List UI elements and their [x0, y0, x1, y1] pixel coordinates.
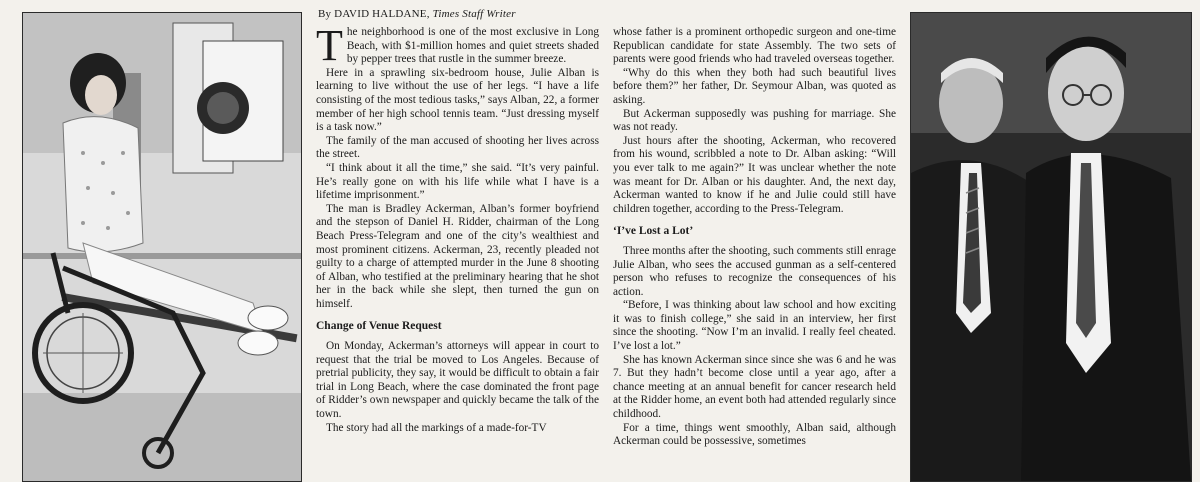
- article: [316, 8, 896, 480]
- byline: [318, 8, 896, 20]
- paragraph: Three months after the shooting, such comments still enrage Julie Alban, who sees the accused gunman as a self-centered person who refuses to recognize the consequences of his action.: [613, 244, 896, 298]
- paragraph: The man is Bradley Ackerman, Alban’s former boyfriend and the stepson of Daniel H. Ridder, chairman of the Long Beach Press-Telegram and one of the city’s wealthiest and most prominent citizens. Ackerman, 23, recently pleaded not guilty to a charge of attempted murder in the June 8 shooting of Alban, who testified at the preliminary hearing that he shot her in the back while she slept, then turned the gun on himself.: [316, 202, 599, 310]
- paragraph: Here in a sprawling six-bedroom house, Julie Alban is learning to live without the use of her legs. “I have a life consisting of the most tedious tasks,” says Alban, 22, a former member of her high school tennis team. “Just dressing myself is a task now.”: [316, 66, 599, 134]
- paragraph: “Before, I was thinking about law school and how exciting it was to finish college,” she said in an interview, her first since the shooting. “Now I’m an invalid. I really feel cheated. I’ve lost a lot.”: [613, 299, 896, 353]
- byline-author: By DAVID HALDANE,: [318, 8, 430, 20]
- article-column-2: [613, 26, 896, 449]
- lead-paragraph: The neighborhood is one of the most exclusive in Long Beach, with $1-million homes and quiet streets shaded by pepper trees that rustle in the summer breeze.: [316, 21, 599, 70]
- paragraph: The story had all the markings of a made-for-TV: [326, 421, 547, 434]
- article-column-1: [316, 21, 599, 449]
- paragraph: On Monday, Ackerman’s attorneys will appear in court to request that the trial be moved to Los Angeles. Because of pretrial publicity, they say, it would be difficult to obtain a fair trial in Long Beach, where the case dominated the front page of Ridder’s own newspaper and quickly became the talk of the town.: [316, 340, 599, 421]
- wheelchair-photo-illustration: [23, 13, 301, 481]
- subhead: ‘I’ve Lost a Lot’: [613, 225, 694, 238]
- byline-role: Times Staff Writer: [432, 8, 516, 20]
- right-photo: [910, 12, 1192, 482]
- paragraph: For a time, things went smoothly, Alban said, although Ackerman could be possessive, sometimes: [613, 421, 896, 448]
- subhead: Change of Venue Request: [316, 320, 442, 333]
- paragraph: But Ackerman supposedly was pushing for marriage. She was not ready.: [613, 107, 896, 134]
- paragraph: “I think about it all the time,” she said. “It’s very painful. He’s really gone on with his life while what I have is a lifetime imprisonment.”: [316, 161, 599, 202]
- paragraph: Just hours after the shooting, Ackerman, who recovered from his wound, scribbled a note to Dr. Alban asking: “Will you ever talk to me again?” It was unclear whether the note was meant for Dr. Alban or his daughter. And, the next day, Ackerman wanted to know if he and Julie could still have children together, according to the Press-Telegram.: [613, 134, 896, 215]
- paragraph: “Why do this when they both had such beautiful lives before them?” her father, Dr. Seymour Alban, was quoted as asking.: [613, 66, 896, 106]
- courtroom-photo-illustration: [911, 13, 1191, 481]
- left-photo: [22, 12, 302, 482]
- drop-cap: T: [316, 21, 343, 70]
- paragraph: The family of the man accused of shooting her lives across the street.: [316, 134, 599, 161]
- paragraph: She has known Ackerman since since she was 6 and he was 7. But they hadn’t become close until a year ago, after a chance meeting at an annual benefit for cancer research held at the Ridder home, an event both had attended regularly since childhood.: [613, 353, 896, 421]
- paragraph: whose father is a prominent orthopedic surgeon and one-time Republican candidate for state Assembly. The two sets of parents were good friends who had traveled overseas together.: [613, 26, 896, 66]
